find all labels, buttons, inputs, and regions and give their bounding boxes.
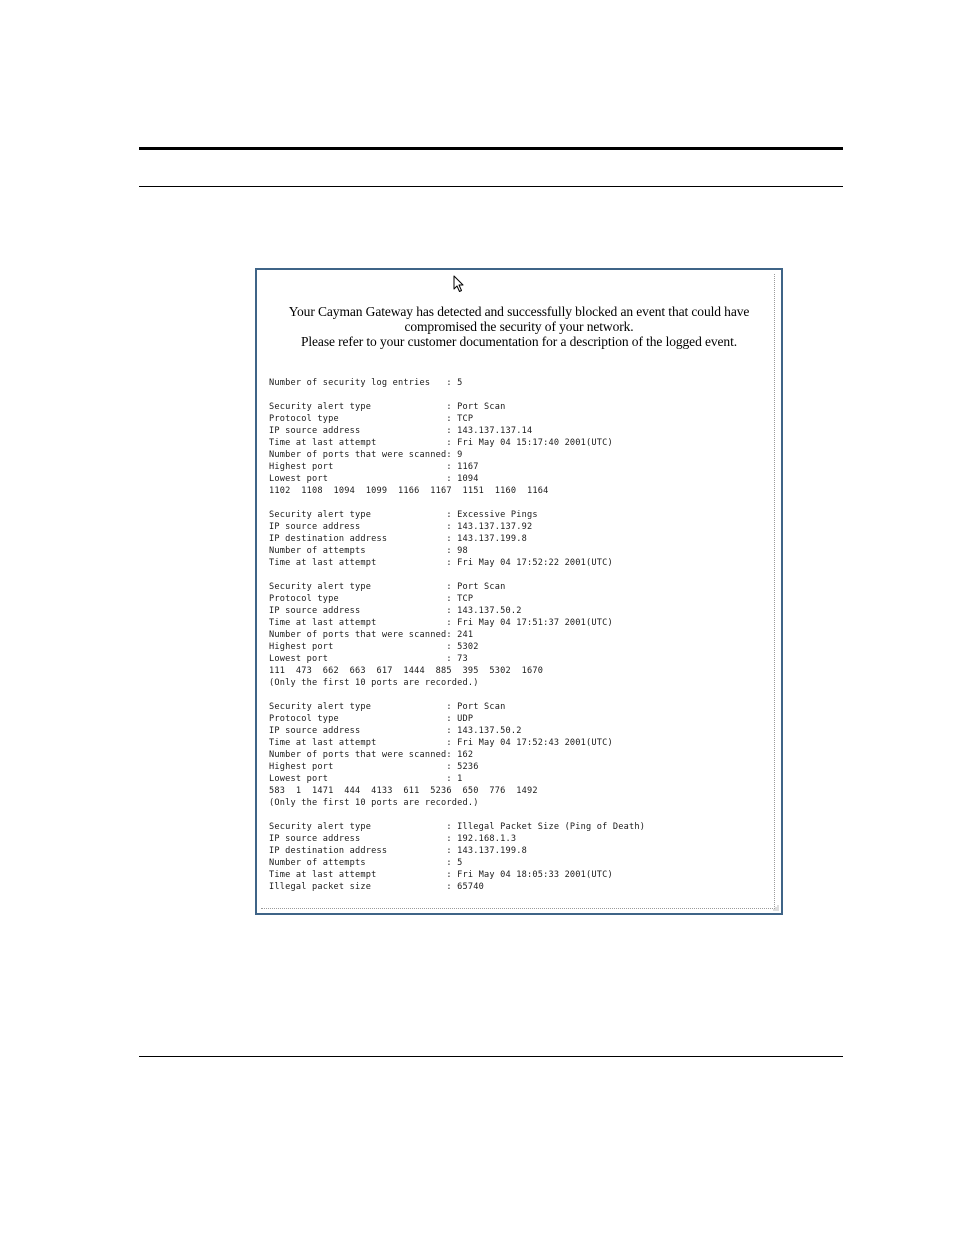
log-line: IP source address : 143.137.50.2	[269, 726, 522, 736]
security-alert-window	[255, 268, 783, 915]
log-line: Number of security log entries : 5	[269, 378, 463, 388]
window-dotted-edge-bottom	[261, 908, 775, 909]
log-line: Security alert type : Port Scan	[269, 402, 506, 412]
log-line: Number of attempts : 5	[269, 858, 463, 868]
log-line: IP destination address : 143.137.199.8	[269, 846, 527, 856]
log-line: Number of attempts : 98	[269, 546, 468, 556]
log-line: 583 1 1471 444 4133 611 5236 650 776 1492	[269, 786, 538, 796]
log-line	[269, 569, 769, 581]
log-line: Protocol type : UDP	[269, 714, 474, 724]
alert-heading-line: Your Cayman Gateway has detected and successfully blocked an event that could have	[288, 304, 750, 319]
log-line: IP destination address : 143.137.199.8	[269, 534, 527, 544]
log-line: Illegal packet size : 65740	[269, 882, 484, 892]
log-line: IP source address : 143.137.137.92	[269, 522, 533, 532]
log-line	[269, 809, 769, 821]
log-line: Lowest port : 73	[269, 654, 468, 664]
log-line	[269, 689, 769, 701]
log-line: Security alert type : Port Scan	[269, 702, 506, 712]
log-line: Protocol type : TCP	[269, 414, 474, 424]
log-line: Highest port : 5236	[269, 762, 479, 772]
log-line: Time at last attempt : Fri May 04 17:52:22 2001(UTC)	[269, 558, 613, 568]
log-line: Time at last attempt : Fri May 04 17:51:37 2001(UTC)	[269, 618, 613, 628]
log-line: (Only the first 10 ports are recorded.)	[269, 798, 479, 808]
log-line: Lowest port : 1	[269, 774, 463, 784]
log-line: Number of ports that were scanned: 241	[269, 630, 474, 640]
log-line: IP source address : 143.137.137.14	[269, 426, 533, 436]
log-line: Number of ports that were scanned: 9	[269, 450, 463, 460]
log-line	[269, 389, 769, 401]
window-dotted-edge-right	[774, 274, 775, 907]
security-log-text	[269, 377, 769, 893]
log-line: 1102 1108 1094 1099 1166 1167 1151 1160 1164	[269, 486, 549, 496]
log-line: 111 473 662 663 617 1444 885 395 5302 1670	[269, 666, 544, 676]
log-line: Security alert type : Port Scan	[269, 582, 506, 592]
log-line: Time at last attempt : Fri May 04 18:05:33 2001(UTC)	[269, 870, 613, 880]
alert-heading-line: Please refer to your customer documentation for a description of the logged event.	[300, 334, 738, 349]
log-line: Time at last attempt : Fri May 04 17:52:43 2001(UTC)	[269, 738, 613, 748]
footer-rule	[139, 1056, 843, 1057]
log-line: Number of ports that were scanned: 162	[269, 750, 474, 760]
log-line	[269, 497, 769, 509]
log-line: Security alert type : Illegal Packet Size (Ping of Death)	[269, 822, 646, 832]
log-line: IP source address : 192.168.1.3	[269, 834, 517, 844]
log-line: Security alert type : Excessive Pings	[269, 510, 538, 520]
log-line: (Only the first 10 ports are recorded.)	[269, 678, 479, 688]
resize-grip-icon[interactable]	[773, 905, 779, 911]
log-line: Highest port : 1167	[269, 462, 479, 472]
alert-heading-line: compromised the security of your network.	[404, 319, 634, 334]
log-line: Protocol type : TCP	[269, 594, 474, 604]
alert-heading	[271, 304, 767, 349]
log-line: Time at last attempt : Fri May 04 15:17:40 2001(UTC)	[269, 438, 613, 448]
log-line: Lowest port : 1094	[269, 474, 479, 484]
header-rule-thick	[139, 147, 843, 150]
log-line: Highest port : 5302	[269, 642, 479, 652]
header-rule-thin	[139, 186, 843, 187]
mouse-pointer-arrow-icon	[453, 275, 465, 293]
log-line: IP source address : 143.137.50.2	[269, 606, 522, 616]
